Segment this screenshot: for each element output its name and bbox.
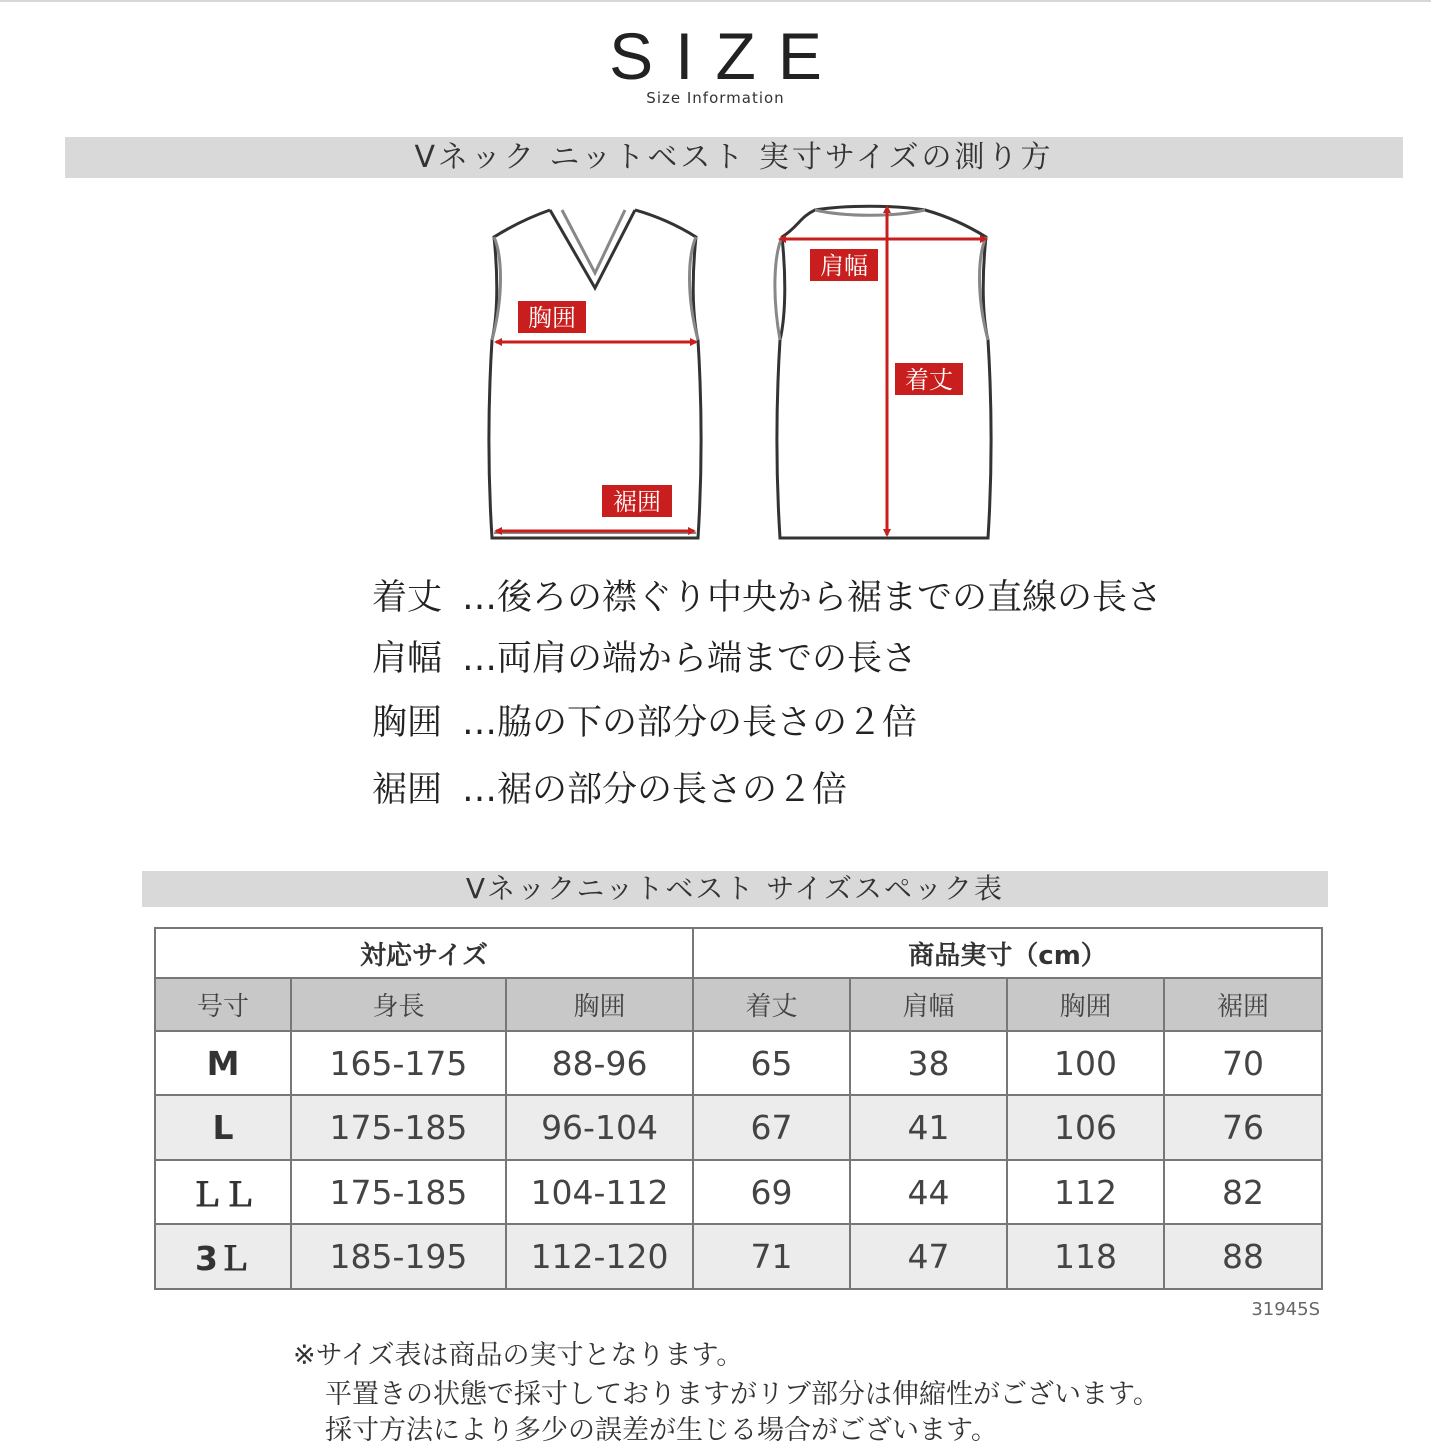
product-code: 31945S bbox=[1251, 1299, 1320, 1320]
table-cell: 112 bbox=[1007, 1160, 1164, 1225]
note-line: 採寸方法により多少の誤差が生じる場合がございます。 bbox=[325, 1415, 998, 1446]
definition-term: 裾囲 bbox=[372, 770, 443, 810]
page-title: SIZE bbox=[609, 19, 844, 93]
shoulder-label: 肩幅 bbox=[820, 252, 868, 280]
definition-length bbox=[372, 570, 1162, 620]
top-divider bbox=[0, 0, 1431, 2]
group-header-actual-size: 商品実寸（cm） bbox=[693, 928, 1322, 978]
table-cell: 112-120 bbox=[506, 1224, 693, 1289]
definition-text: …後ろの襟ぐり中央から裾までの直線の長さ bbox=[462, 578, 1163, 618]
table-cell: L bbox=[155, 1095, 291, 1160]
table-cell: 41 bbox=[850, 1095, 1007, 1160]
table-cell: 88-96 bbox=[506, 1031, 693, 1096]
table-row bbox=[155, 1095, 1322, 1160]
table-cell: 104-112 bbox=[506, 1160, 693, 1225]
table-cell: 175-185 bbox=[291, 1095, 506, 1160]
table-row bbox=[155, 1031, 1322, 1096]
definition-text: …脇の下の部分の長さの２倍 bbox=[462, 703, 918, 743]
table-cell: 96-104 bbox=[506, 1095, 693, 1160]
table-cell: 69 bbox=[693, 1160, 850, 1225]
page-subtitle: Size Information bbox=[646, 89, 785, 107]
column-header: 号寸 bbox=[155, 978, 291, 1030]
spec-heading: Vネックニットベスト サイズスペック表 bbox=[142, 871, 1328, 907]
table-cell: 67 bbox=[693, 1095, 850, 1160]
table-cell: 185-195 bbox=[291, 1224, 506, 1289]
table-cell: 38 bbox=[850, 1031, 1007, 1096]
table-cell: M bbox=[155, 1031, 291, 1096]
definition-shoulder bbox=[372, 631, 917, 681]
note-line: ※サイズ表は商品の実寸となります。 bbox=[293, 1340, 744, 1371]
table-cell: 47 bbox=[850, 1224, 1007, 1289]
definition-text: …裾の部分の長さの２倍 bbox=[462, 770, 848, 810]
definition-term: 肩幅 bbox=[372, 639, 443, 679]
table-cell: 76 bbox=[1164, 1095, 1322, 1160]
measure-heading: Vネック ニットベスト 実寸サイズの測り方 bbox=[65, 137, 1403, 178]
table-cell: 3Ｌ bbox=[155, 1224, 291, 1289]
table-group-header bbox=[155, 928, 1322, 978]
vest-measurement-diagram bbox=[470, 195, 1010, 555]
definition-text: …両肩の端から端までの長さ bbox=[462, 639, 918, 679]
table-cell: 44 bbox=[850, 1160, 1007, 1225]
group-header-fit-size: 対応サイズ bbox=[155, 928, 693, 978]
table-cell: 165-175 bbox=[291, 1031, 506, 1096]
table-cell: 70 bbox=[1164, 1031, 1322, 1096]
column-header: 肩幅 bbox=[850, 978, 1007, 1030]
column-header: 胸囲 bbox=[506, 978, 693, 1030]
table-cell: 118 bbox=[1007, 1224, 1164, 1289]
definition-term: 胸囲 bbox=[372, 703, 443, 743]
definition-hem bbox=[372, 762, 847, 812]
table-column-header bbox=[155, 978, 1322, 1030]
column-header: 胸囲 bbox=[1007, 978, 1164, 1030]
table-cell: 175-185 bbox=[291, 1160, 506, 1225]
table-cell: 71 bbox=[693, 1224, 850, 1289]
table-cell: 88 bbox=[1164, 1224, 1322, 1289]
definition-chest bbox=[372, 695, 917, 745]
column-header: 身長 bbox=[291, 978, 506, 1030]
table-row bbox=[155, 1160, 1322, 1225]
hem-label: 裾囲 bbox=[613, 488, 661, 516]
table-cell: 100 bbox=[1007, 1031, 1164, 1096]
column-header: 裾囲 bbox=[1164, 978, 1322, 1030]
definition-term: 着丈 bbox=[372, 578, 443, 618]
table-cell: 65 bbox=[693, 1031, 850, 1096]
note-line: 平置きの状態で採寸しておりますがリブ部分は伸縮性がございます。 bbox=[325, 1379, 1160, 1410]
chest-label: 胸囲 bbox=[528, 304, 576, 332]
table-cell: ＬＬ bbox=[155, 1160, 291, 1225]
table-cell: 82 bbox=[1164, 1160, 1322, 1225]
table-row bbox=[155, 1224, 1322, 1289]
size-spec-table bbox=[154, 927, 1323, 1290]
table-cell: 106 bbox=[1007, 1095, 1164, 1160]
column-header: 着丈 bbox=[693, 978, 850, 1030]
length-label: 着丈 bbox=[905, 366, 953, 394]
